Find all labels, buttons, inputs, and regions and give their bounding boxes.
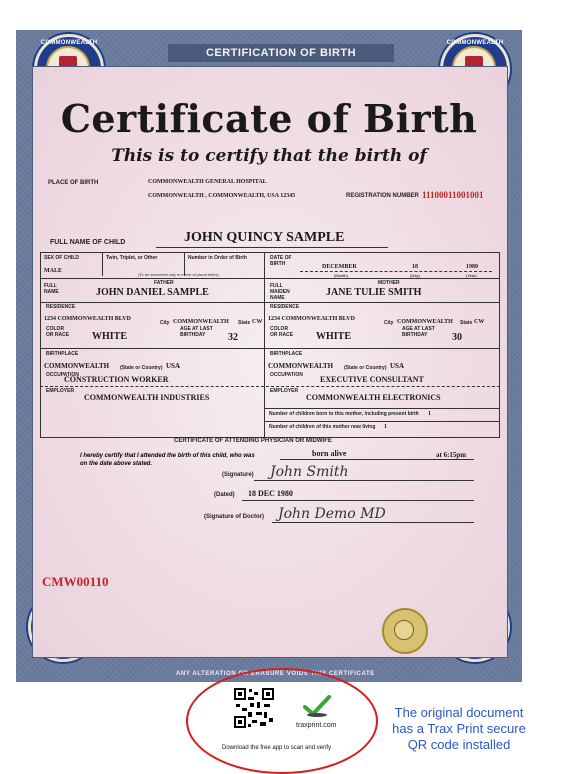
row-line bbox=[264, 421, 500, 422]
answer-note: (To be answered only in event of plural births) bbox=[138, 272, 219, 277]
month-caption: (Month) bbox=[334, 273, 348, 278]
day-caption: (Day) bbox=[410, 273, 420, 278]
dashed-divider bbox=[40, 386, 500, 387]
sex-value: MALE bbox=[44, 268, 62, 274]
dob-underline bbox=[300, 271, 492, 272]
father-country: USA bbox=[166, 362, 181, 370]
state-country-label: (State or Country) bbox=[120, 365, 163, 371]
hospital-address: COMMONWEALTH , COMMONWEALTH, USA 12345 bbox=[148, 193, 296, 199]
doctor-signature: John Demo MD bbox=[278, 506, 386, 522]
download-app-text: Download the free app to scan and verify bbox=[222, 745, 332, 751]
dated: 18 DEC 1980 bbox=[248, 489, 293, 498]
order-label: Number in Order of Birth bbox=[188, 255, 247, 261]
mother-race: WHITE bbox=[316, 331, 352, 342]
registration-label: REGISTRATION NUMBER bbox=[346, 193, 419, 199]
city-label: City bbox=[384, 320, 394, 326]
child-name: JOHN QUINCY SAMPLE bbox=[184, 230, 345, 245]
mother-age: 30 bbox=[452, 332, 462, 343]
father-name: JOHN DANIEL SAMPLE bbox=[96, 287, 209, 298]
birth-time: at 6:15pm bbox=[436, 451, 467, 459]
doctor-underline bbox=[272, 522, 474, 523]
year-caption: (Year) bbox=[466, 273, 477, 278]
child-name-label: FULL NAME OF CHILD bbox=[50, 239, 126, 246]
birth-certificate bbox=[16, 30, 522, 682]
gold-seal-icon bbox=[382, 608, 428, 654]
mother-label: MOTHER bbox=[378, 280, 400, 286]
state-label: State bbox=[238, 320, 251, 326]
doctor-signature-label: (Signature of Doctor) bbox=[204, 514, 264, 520]
mother-employer: COMMONWEALTH ELECTRONICS bbox=[306, 393, 441, 402]
children-living-label: Number of children of this mother now living bbox=[269, 424, 376, 430]
seal-top-left-icon: COMMONWEALTH bbox=[34, 34, 104, 104]
born-status: born alive bbox=[312, 449, 347, 458]
mother-maiden-label: FULL MAIDEN NAME bbox=[270, 283, 290, 301]
table-center-divider bbox=[264, 252, 265, 438]
signature-label: (Signature) bbox=[222, 472, 254, 478]
state-label: State bbox=[460, 320, 473, 326]
certificate-title: Certificate of Birth bbox=[60, 96, 478, 141]
traxprint-url[interactable]: traxprint.com bbox=[296, 722, 337, 729]
mother-birthplace: COMMONWEALTH bbox=[268, 362, 334, 370]
mother-name: JANE TULIE SMITH bbox=[326, 287, 422, 298]
children-born: 1 bbox=[428, 411, 431, 417]
child-name-underline bbox=[156, 247, 388, 248]
status-underline bbox=[280, 459, 474, 460]
row-line bbox=[40, 302, 500, 303]
children-living: 1 bbox=[384, 424, 387, 430]
mother-employer-label: EMPLOYER bbox=[270, 388, 299, 394]
certificate-subtitle: This is to certify that the birth of bbox=[111, 146, 427, 166]
sex-label: SEX OF CHILD bbox=[44, 255, 80, 261]
father-residence: 1234 COMMONWEALTH BLVD bbox=[44, 316, 131, 322]
father-age: 32 bbox=[228, 332, 238, 343]
row-line bbox=[264, 408, 500, 409]
row-line bbox=[40, 348, 500, 349]
father-age-label: AGE AT LAST BIRTHDAY bbox=[180, 326, 213, 338]
mother-occupation-label: OCCUPATION bbox=[270, 372, 303, 378]
traxprint-check-icon bbox=[302, 694, 332, 718]
father-city: COMMONWEALTH bbox=[173, 319, 229, 325]
state-country-label: (State or Country) bbox=[344, 365, 387, 371]
seal-top-right-icon: COMMONWEALTH bbox=[440, 34, 510, 104]
father-birthplace: COMMONWEALTH bbox=[44, 362, 110, 370]
father-state: CW bbox=[252, 319, 263, 325]
mother-color-label: COLOR OR RACE bbox=[270, 326, 294, 338]
birth-day: 18 bbox=[412, 264, 418, 270]
highlight-ellipse bbox=[186, 668, 378, 774]
hospital-name: COMMONWEALTH GENERAL HOSPITAL bbox=[148, 179, 267, 185]
place-of-birth-label: PLACE OF BIRTH bbox=[48, 180, 99, 186]
signature-underline bbox=[254, 480, 474, 481]
registration-number: 11100011001001 bbox=[422, 190, 484, 200]
father-employer-label: EMPLOYER bbox=[46, 388, 75, 394]
mother-birthplace-label: BIRTHPLACE bbox=[270, 351, 303, 357]
mother-city: COMMONWEALTH bbox=[397, 319, 453, 325]
father-label: FATHER bbox=[154, 280, 174, 286]
father-residence-label: RESIDENCE bbox=[46, 304, 76, 310]
signature: John Smith bbox=[270, 464, 349, 480]
certify-text: I hereby certify that I attended the birth of this child, who was bbox=[80, 453, 255, 459]
mother-residence-label: RESIDENCE bbox=[270, 304, 300, 310]
date-of-birth-label: DATE OF BIRTH bbox=[270, 255, 292, 267]
father-occupation: CONSTRUCTION WORKER bbox=[64, 375, 169, 384]
footer-warning: ANY ALTERATION OR ERASURE VOIDS THIS CERTIFICATE bbox=[176, 671, 375, 677]
certify-text-2: on the date above stated. bbox=[80, 461, 153, 467]
mother-country: USA bbox=[390, 362, 405, 370]
twin-label: Twin, Triplet, or Other bbox=[106, 255, 158, 261]
dated-label: (Dated) bbox=[214, 492, 235, 498]
qr-code-icon[interactable] bbox=[234, 688, 274, 728]
city-label: City bbox=[160, 320, 170, 326]
annotation-note: The original document has a Trax Print secure QR code installed bbox=[392, 705, 526, 752]
children-born-label: Number of children born to this mother, including present birth bbox=[269, 411, 419, 417]
mother-occupation: EXECUTIVE CONSULTANT bbox=[320, 375, 424, 384]
mother-residence: 1234 COMMONWEALTH BLVD bbox=[268, 316, 355, 322]
father-race: WHITE bbox=[92, 331, 128, 342]
row-line bbox=[40, 278, 500, 279]
certification-banner: CERTIFICATION OF BIRTH bbox=[168, 44, 394, 62]
physician-header: CERTIFICATE OF ATTENDING PHYSICIAN OR MIDWIFE bbox=[174, 438, 332, 444]
father-color-label: COLOR OR RACE bbox=[46, 326, 70, 338]
mother-age-label: AGE AT LAST BIRTHDAY bbox=[402, 326, 435, 338]
birth-month: DECEMBER bbox=[322, 264, 357, 270]
father-full-name-label: FULL NAME bbox=[44, 283, 59, 295]
father-occupation-label: OCCUPATION bbox=[46, 372, 79, 378]
mother-state: CW bbox=[474, 319, 485, 325]
dated-underline bbox=[242, 500, 474, 501]
divider bbox=[102, 252, 103, 276]
father-employer: COMMONWEALTH INDUSTRIES bbox=[84, 393, 210, 402]
father-birthplace-label: BIRTHPLACE bbox=[46, 351, 79, 357]
birth-year: 1980 bbox=[466, 264, 478, 270]
serial-number: CMW00110 bbox=[42, 574, 109, 589]
